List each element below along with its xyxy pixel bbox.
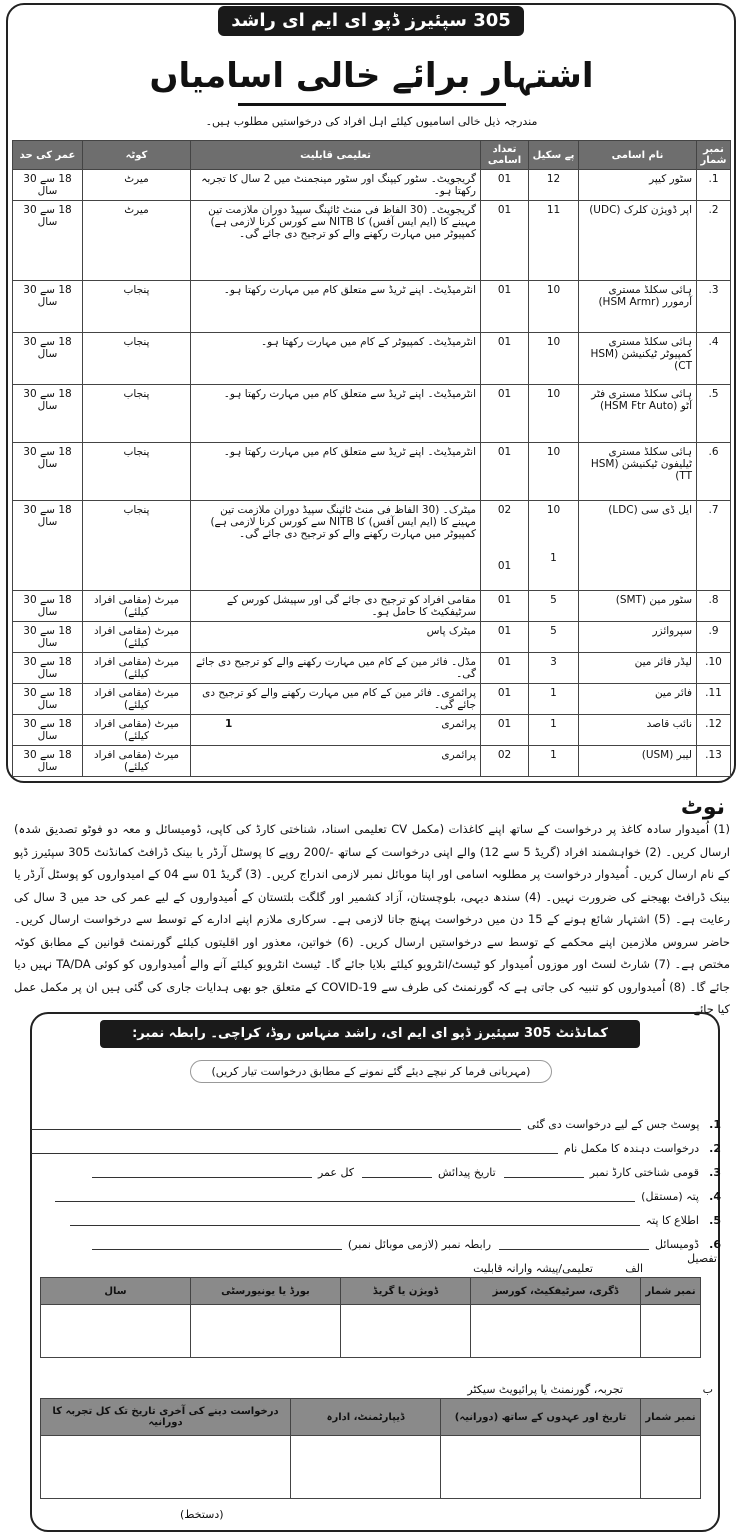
- col-header-post: نام اسامی: [579, 141, 697, 170]
- col-header-sr: نمبر شمار: [697, 141, 731, 170]
- form-field-name: [31, 1138, 721, 1158]
- qualification-cell: [191, 715, 481, 746]
- age-cell: 18 سے 30 سال: [13, 746, 83, 777]
- quota-cell: پنجاب: [83, 501, 191, 591]
- age-cell: 18 سے 30 سال: [13, 591, 83, 622]
- notes-heading: نوٹ: [680, 795, 725, 820]
- age-cell: 18 سے 30 سال: [13, 715, 83, 746]
- form-field-post: [31, 1114, 721, 1134]
- qualification-cell: انٹرمیڈیٹ۔ کمپیوٹر کے کام میں مہارت رکھتا ہو۔: [191, 333, 481, 385]
- field-number: 3.: [709, 1165, 721, 1179]
- count-cell: 01: [481, 281, 529, 333]
- table-row: [13, 746, 731, 777]
- count-cell: 01: [481, 622, 529, 653]
- exp-section-letter: ب: [702, 1383, 713, 1396]
- quota-cell: میرٹ (مقامی افراد کیلئے): [83, 653, 191, 684]
- table-row: [41, 1305, 701, 1358]
- edu-col-header: نمبر شمار: [641, 1278, 701, 1305]
- scale-value: 10: [546, 504, 561, 516]
- scale-cell: 1: [529, 746, 579, 777]
- edu-col-header: ڈگری، سرٹیفکیٹ، کورسز: [471, 1278, 641, 1305]
- form-field-cnic: [31, 1162, 721, 1182]
- form-field-address: [31, 1186, 721, 1206]
- count-cell: 01: [481, 653, 529, 684]
- table-row: [13, 281, 731, 333]
- scale-value-secondary: 1: [550, 552, 557, 564]
- vacancies-table: [12, 140, 731, 777]
- sr-cell: 6.: [697, 443, 731, 501]
- scale-cell: 1: [529, 715, 579, 746]
- details-label: تفصیل: [687, 1252, 717, 1265]
- table-row: [13, 501, 731, 591]
- empty-cell[interactable]: [291, 1436, 441, 1499]
- post-cell: نائب قاصد: [579, 715, 697, 746]
- field-line: [31, 1152, 558, 1154]
- form-instruction: (مہربانی فرما کر نیچے دیئے گئے نمونے کے مطابق درخواست تیار کریں): [190, 1060, 552, 1083]
- scale-cell: 3: [529, 653, 579, 684]
- exp-col-header: تاریخ اور عہدوں کے ساتھ (دورانیہ): [441, 1399, 641, 1436]
- education-table: [40, 1277, 701, 1358]
- sr-cell: 7.: [697, 501, 731, 591]
- post-cell: ہائی سکلڈ مستری کمپیوٹر ٹیکنیشن (HSM CT): [579, 333, 697, 385]
- field-line: [92, 1176, 312, 1178]
- form-field-mailing-address: [31, 1210, 721, 1230]
- qualification-cell: مقامی افراد کو ترجیح دی جائے گی اور سپیشل کورس کے سرٹیفکیٹ کا حامل ہو۔: [191, 591, 481, 622]
- field-number: 5.: [709, 1213, 721, 1227]
- empty-cell[interactable]: [191, 1305, 341, 1358]
- quota-cell: میرٹ: [83, 201, 191, 281]
- table-row: [13, 201, 731, 281]
- table-header-row: [13, 141, 731, 170]
- contact-banner: کمانڈنٹ 305 سپئیرز ڈپو ای ایم ای، راشد منہاس روڈ، کراچی۔ رابطہ نمبر: 2493019-0331: [100, 1020, 640, 1048]
- exp-col-header: ڈیپارٹمنٹ، ادارہ: [291, 1399, 441, 1436]
- age-cell: 18 سے 30 سال: [13, 622, 83, 653]
- quota-cell: پنجاب: [83, 333, 191, 385]
- table-row: [13, 333, 731, 385]
- scale-cell: [529, 501, 579, 591]
- empty-cell[interactable]: [41, 1436, 291, 1499]
- qualification-cell: انٹرمیڈیٹ۔ اپنے ٹریڈ سے متعلق کام میں مہارت رکھتا ہو۔: [191, 443, 481, 501]
- sr-cell: 13.: [697, 746, 731, 777]
- qualification-value: پرائمری: [441, 718, 476, 730]
- age-cell: 18 سے 30 سال: [13, 684, 83, 715]
- field-label: درخواست دہندہ کا مکمل نام: [564, 1141, 700, 1155]
- empty-cell[interactable]: [641, 1436, 701, 1499]
- table-row: [13, 443, 731, 501]
- table-row: [13, 591, 731, 622]
- age-cell: 18 سے 30 سال: [13, 170, 83, 201]
- quota-cell: میرٹ (مقامی افراد کیلئے): [83, 746, 191, 777]
- post-cell: ہائی سکلڈ مستری آرمورر (HSM Armr): [579, 281, 697, 333]
- experience-table: [40, 1398, 701, 1499]
- age-cell: 18 سے 30 سال: [13, 333, 83, 385]
- stray-mark: 1: [225, 718, 233, 730]
- scale-cell: 10: [529, 281, 579, 333]
- field-number: 1.: [709, 1117, 721, 1131]
- field-line: [31, 1128, 521, 1130]
- exp-col-header: نمبر شمار: [641, 1399, 701, 1436]
- qualification-cell: گریجویٹ۔ (30 الفاظ فی منٹ ٹائپنگ سپیڈ دوران ملازمت تین مہینے کا (ایم ایس آفس) کا NITB سے کورس کرنا لازمی ہے) کمپیوٹر میں مہارت رکھنے والے کو ترجیح دی جائے گی۔: [191, 201, 481, 281]
- count-cell: 02: [481, 746, 529, 777]
- scale-cell: 11: [529, 201, 579, 281]
- count-value: 02: [497, 504, 512, 516]
- scale-cell: 1: [529, 684, 579, 715]
- qualification-cell: میٹرک۔ (30 الفاظ فی منٹ ٹائپنگ سپیڈ دوران ملازمت تین مہینے کا (ایم ایس آفس) کا NITB سے کورس کرنا لازمی ہے) کمپیوٹر میں مہارت رکھنے والے کو ترجیح دی جائے گی۔: [191, 501, 481, 591]
- sr-cell: 5.: [697, 385, 731, 443]
- post-cell: سٹور مین (SMT): [579, 591, 697, 622]
- intro-text: مندرجہ ذیل خالی اسامیوں کیلئے اہل افراد کی درخواستیں مطلوب ہیں۔: [205, 115, 538, 128]
- table-row: [13, 715, 731, 746]
- count-cell: 01: [481, 201, 529, 281]
- title-underline: [238, 103, 506, 106]
- post-cell: ہائی سکلڈ مستری ٹیلیفون ٹیکنیشن (HSM TT): [579, 443, 697, 501]
- post-cell: سٹور کیپر: [579, 170, 697, 201]
- field-label: قومی شناختی کارڈ نمبر: [589, 1165, 699, 1179]
- count-cell: 01: [481, 333, 529, 385]
- exp-col-header: درخواست دینے کی آخری تاریخ تک کل تجربہ کا دورانیہ: [41, 1399, 291, 1436]
- edu-col-header: ڈویژن یا گریڈ: [341, 1278, 471, 1305]
- qualification-cell: مڈل۔ فائر مین کے کام میں مہارت رکھنے والے کو ترجیح دی جائے گی۔: [191, 653, 481, 684]
- count-cell: 01: [481, 385, 529, 443]
- field-line: [70, 1224, 640, 1226]
- post-cell: لیبر (USM): [579, 746, 697, 777]
- post-cell: سپروائزر: [579, 622, 697, 653]
- field-label-dob: تاریخ پیدائش: [438, 1165, 496, 1179]
- qualification-cell: پرائمری۔ فائر مین کے کام میں مہارت رکھنے والے کو ترجیح دی جائے گی۔: [191, 684, 481, 715]
- sr-cell: 1.: [697, 170, 731, 201]
- table-row: [41, 1436, 701, 1499]
- quota-cell: پنجاب: [83, 443, 191, 501]
- sr-cell: 2.: [697, 201, 731, 281]
- col-header-quota: کوٹہ: [83, 141, 191, 170]
- post-cell: اپر ڈویژن کلرک (UDC): [579, 201, 697, 281]
- quota-cell: میرٹ (مقامی افراد کیلئے): [83, 622, 191, 653]
- empty-cell[interactable]: [341, 1305, 471, 1358]
- qualification-cell: گریجویٹ۔ سٹور کیپنگ اور سٹور مینجمنٹ میں 2 سال کا تجربہ رکھتا ہو۔: [191, 170, 481, 201]
- field-label: ڈومیسائل: [655, 1237, 699, 1251]
- field-line: [55, 1200, 635, 1202]
- field-number: 2.: [709, 1141, 721, 1155]
- scale-cell: 5: [529, 591, 579, 622]
- col-header-qualification: تعلیمی قابلیت: [191, 141, 481, 170]
- sr-cell: 11.: [697, 684, 731, 715]
- notes-body: (1) اُمیدوار سادہ کاغذ پر درخواست کے ساتھ اپنے کاغذات (مکمل CV تعلیمی اسناد، شناختی کارڈ کی کاپی، ڈومیسائل و معہ دو فوٹو تصدیق شدہ) ارسال کریں۔ (2) خواہشمند افراد (گریڈ 5 سے 12) والے اپنی درخواست کے ساتھ -/200 روپے کا پوسٹل آرڈر یا بینک ڈرافٹ کمانڈنٹ 305 سپئیرز ڈپو کے نام ارسال کریں۔ اُمیدوار درخواست پر مطلوبہ اسامی اور اپنا موبائل نمبر لازمی اندراج کریں۔ (3) گریڈ 01 سے 04 کے امیدواروں کو پوسٹل آرڈر یا بینک ڈرافٹ بھیجنے کی ضرورت نہیں۔ (4) سندھ دیہی، بلوچستان، آزاد کشمیر اور گلگت بلتستان کے اُمیدواروں کے لیے عمر کی حد میں 3 سال کی رعایت ہے۔ (5) اشتہار شائع ہونے کے 15 دن میں درخواست پہنچ جانا لازمی ہے۔ سرکاری ملازم اپنے ادارے کے توسط سے درخواست ارسال کریں۔ حاضر سروس ملازمین اپنے محکمے کے توسط سے درخواستیں ارسال کریں۔ (6) خواتین، معذور اور اقلیتوں کیلئے گورنمنٹ قوانین کے مطابق کوٹہ مختص ہے۔ (7) شارٹ لسٹ اور موزوں اُمیدوار کو ٹیسٹ/انٹرویو کیلئے بلایا جائے گا۔ ٹیسٹ انٹرویو کیلئے آنے والے اُمیدواروں کو کوئی TA/DA نہیں دیا جائے گا۔ (8) اُمیدواروں کو تنبیہ کی جاتی ہے کہ گورنمنٹ کی طرف سے COVID-19 کے متعلق جو بھی ہدایات جاری کی گئی ہیں ان پر مکمل عمل کیا جائے۔: [14, 822, 731, 1016]
- age-cell: 18 سے 30 سال: [13, 443, 83, 501]
- field-label: اطلاع کا پتہ: [645, 1213, 699, 1227]
- post-cell: ہائی سکلڈ مستری فٹر آٹو (HSM Ftr Auto): [579, 385, 697, 443]
- post-cell: ایل ڈی سی (LDC): [579, 501, 697, 591]
- scale-cell: 10: [529, 333, 579, 385]
- post-cell: لیڈر فائر مین: [579, 653, 697, 684]
- quota-cell: میرٹ (مقامی افراد کیلئے): [83, 591, 191, 622]
- field-label-age: کل عمر: [317, 1165, 355, 1179]
- field-line: [362, 1176, 432, 1178]
- table-row: [13, 684, 731, 715]
- qualification-cell: انٹرمیڈیٹ۔ اپنے ٹریڈ سے متعلق کام میں مہارت رکھتا ہو۔: [191, 281, 481, 333]
- empty-cell[interactable]: [471, 1305, 641, 1358]
- table-row: [13, 622, 731, 653]
- sr-cell: 3.: [697, 281, 731, 333]
- count-cell: 01: [481, 715, 529, 746]
- edu-col-header: سال: [41, 1278, 191, 1305]
- count-cell: [481, 501, 529, 591]
- quota-cell: پنجاب: [83, 281, 191, 333]
- signature-label: (دستخط): [180, 1508, 224, 1521]
- field-number: 6.: [709, 1237, 721, 1251]
- count-cell: 01: [481, 684, 529, 715]
- advertisement-title: اشتہار برائے خالی اسامیاں: [149, 56, 594, 96]
- age-cell: 18 سے 30 سال: [13, 501, 83, 591]
- count-cell: 01: [481, 591, 529, 622]
- empty-cell[interactable]: [641, 1305, 701, 1358]
- qualification-cell: پرائمری: [191, 746, 481, 777]
- age-cell: 18 سے 30 سال: [13, 281, 83, 333]
- field-number: 4.: [709, 1189, 721, 1203]
- quota-cell: میرٹ (مقامی افراد کیلئے): [83, 715, 191, 746]
- table-row: [13, 385, 731, 443]
- unit-name-banner: 305 سپئیرز ڈپو ای ایم ای راشد منہاس روڈ کراچی: [218, 6, 524, 36]
- form-field-domicile: [31, 1234, 721, 1254]
- empty-cell[interactable]: [441, 1436, 641, 1499]
- table-row: [13, 653, 731, 684]
- post-cell: فائر مین: [579, 684, 697, 715]
- qualification-cell: انٹرمیڈیٹ۔ اپنے ٹریڈ سے متعلق کام میں مہارت رکھتا ہو۔: [191, 385, 481, 443]
- edu-section-title: تعلیمی/پیشہ وارانہ قابلیت: [473, 1262, 593, 1275]
- age-cell: 18 سے 30 سال: [13, 385, 83, 443]
- scale-cell: 10: [529, 443, 579, 501]
- field-line: [499, 1248, 649, 1250]
- exp-section-title: تجربہ، گورنمنٹ یا پرائیویٹ سیکٹر: [467, 1383, 623, 1396]
- edu-col-header: بورڈ یا یونیورسٹی: [191, 1278, 341, 1305]
- quota-cell: میرٹ: [83, 170, 191, 201]
- scale-cell: 12: [529, 170, 579, 201]
- count-value-secondary: 01: [497, 560, 512, 572]
- field-label-phone: رابطہ نمبر (لازمی موبائل نمبر): [347, 1237, 492, 1251]
- sr-cell: 10.: [697, 653, 731, 684]
- empty-cell[interactable]: [41, 1305, 191, 1358]
- age-cell: 18 سے 30 سال: [13, 201, 83, 281]
- sr-cell: 8.: [697, 591, 731, 622]
- scale-cell: 5: [529, 622, 579, 653]
- table-header-row: [41, 1278, 701, 1305]
- col-header-age: عمر کی حد: [13, 141, 83, 170]
- sr-cell: 12.: [697, 715, 731, 746]
- count-cell: 01: [481, 443, 529, 501]
- quota-cell: میرٹ (مقامی افراد کیلئے): [83, 684, 191, 715]
- table-row: [13, 170, 731, 201]
- qualification-cell: میٹرک پاس: [191, 622, 481, 653]
- field-label: پتہ (مستقل): [641, 1189, 699, 1203]
- quota-cell: پنجاب: [83, 385, 191, 443]
- field-line: [504, 1176, 584, 1178]
- field-line: [92, 1248, 342, 1250]
- age-cell: 18 سے 30 سال: [13, 653, 83, 684]
- table-header-row: [41, 1399, 701, 1436]
- edu-section-letter: الف: [625, 1262, 643, 1275]
- count-cell: 01: [481, 170, 529, 201]
- field-label: پوسٹ جس کے لیے درخواست دی گئی: [527, 1117, 700, 1131]
- scale-cell: 10: [529, 385, 579, 443]
- sr-cell: 4.: [697, 333, 731, 385]
- col-header-count: تعداد اسامی: [481, 141, 529, 170]
- col-header-scale: پے سکیل: [529, 141, 579, 170]
- sr-cell: 9.: [697, 622, 731, 653]
